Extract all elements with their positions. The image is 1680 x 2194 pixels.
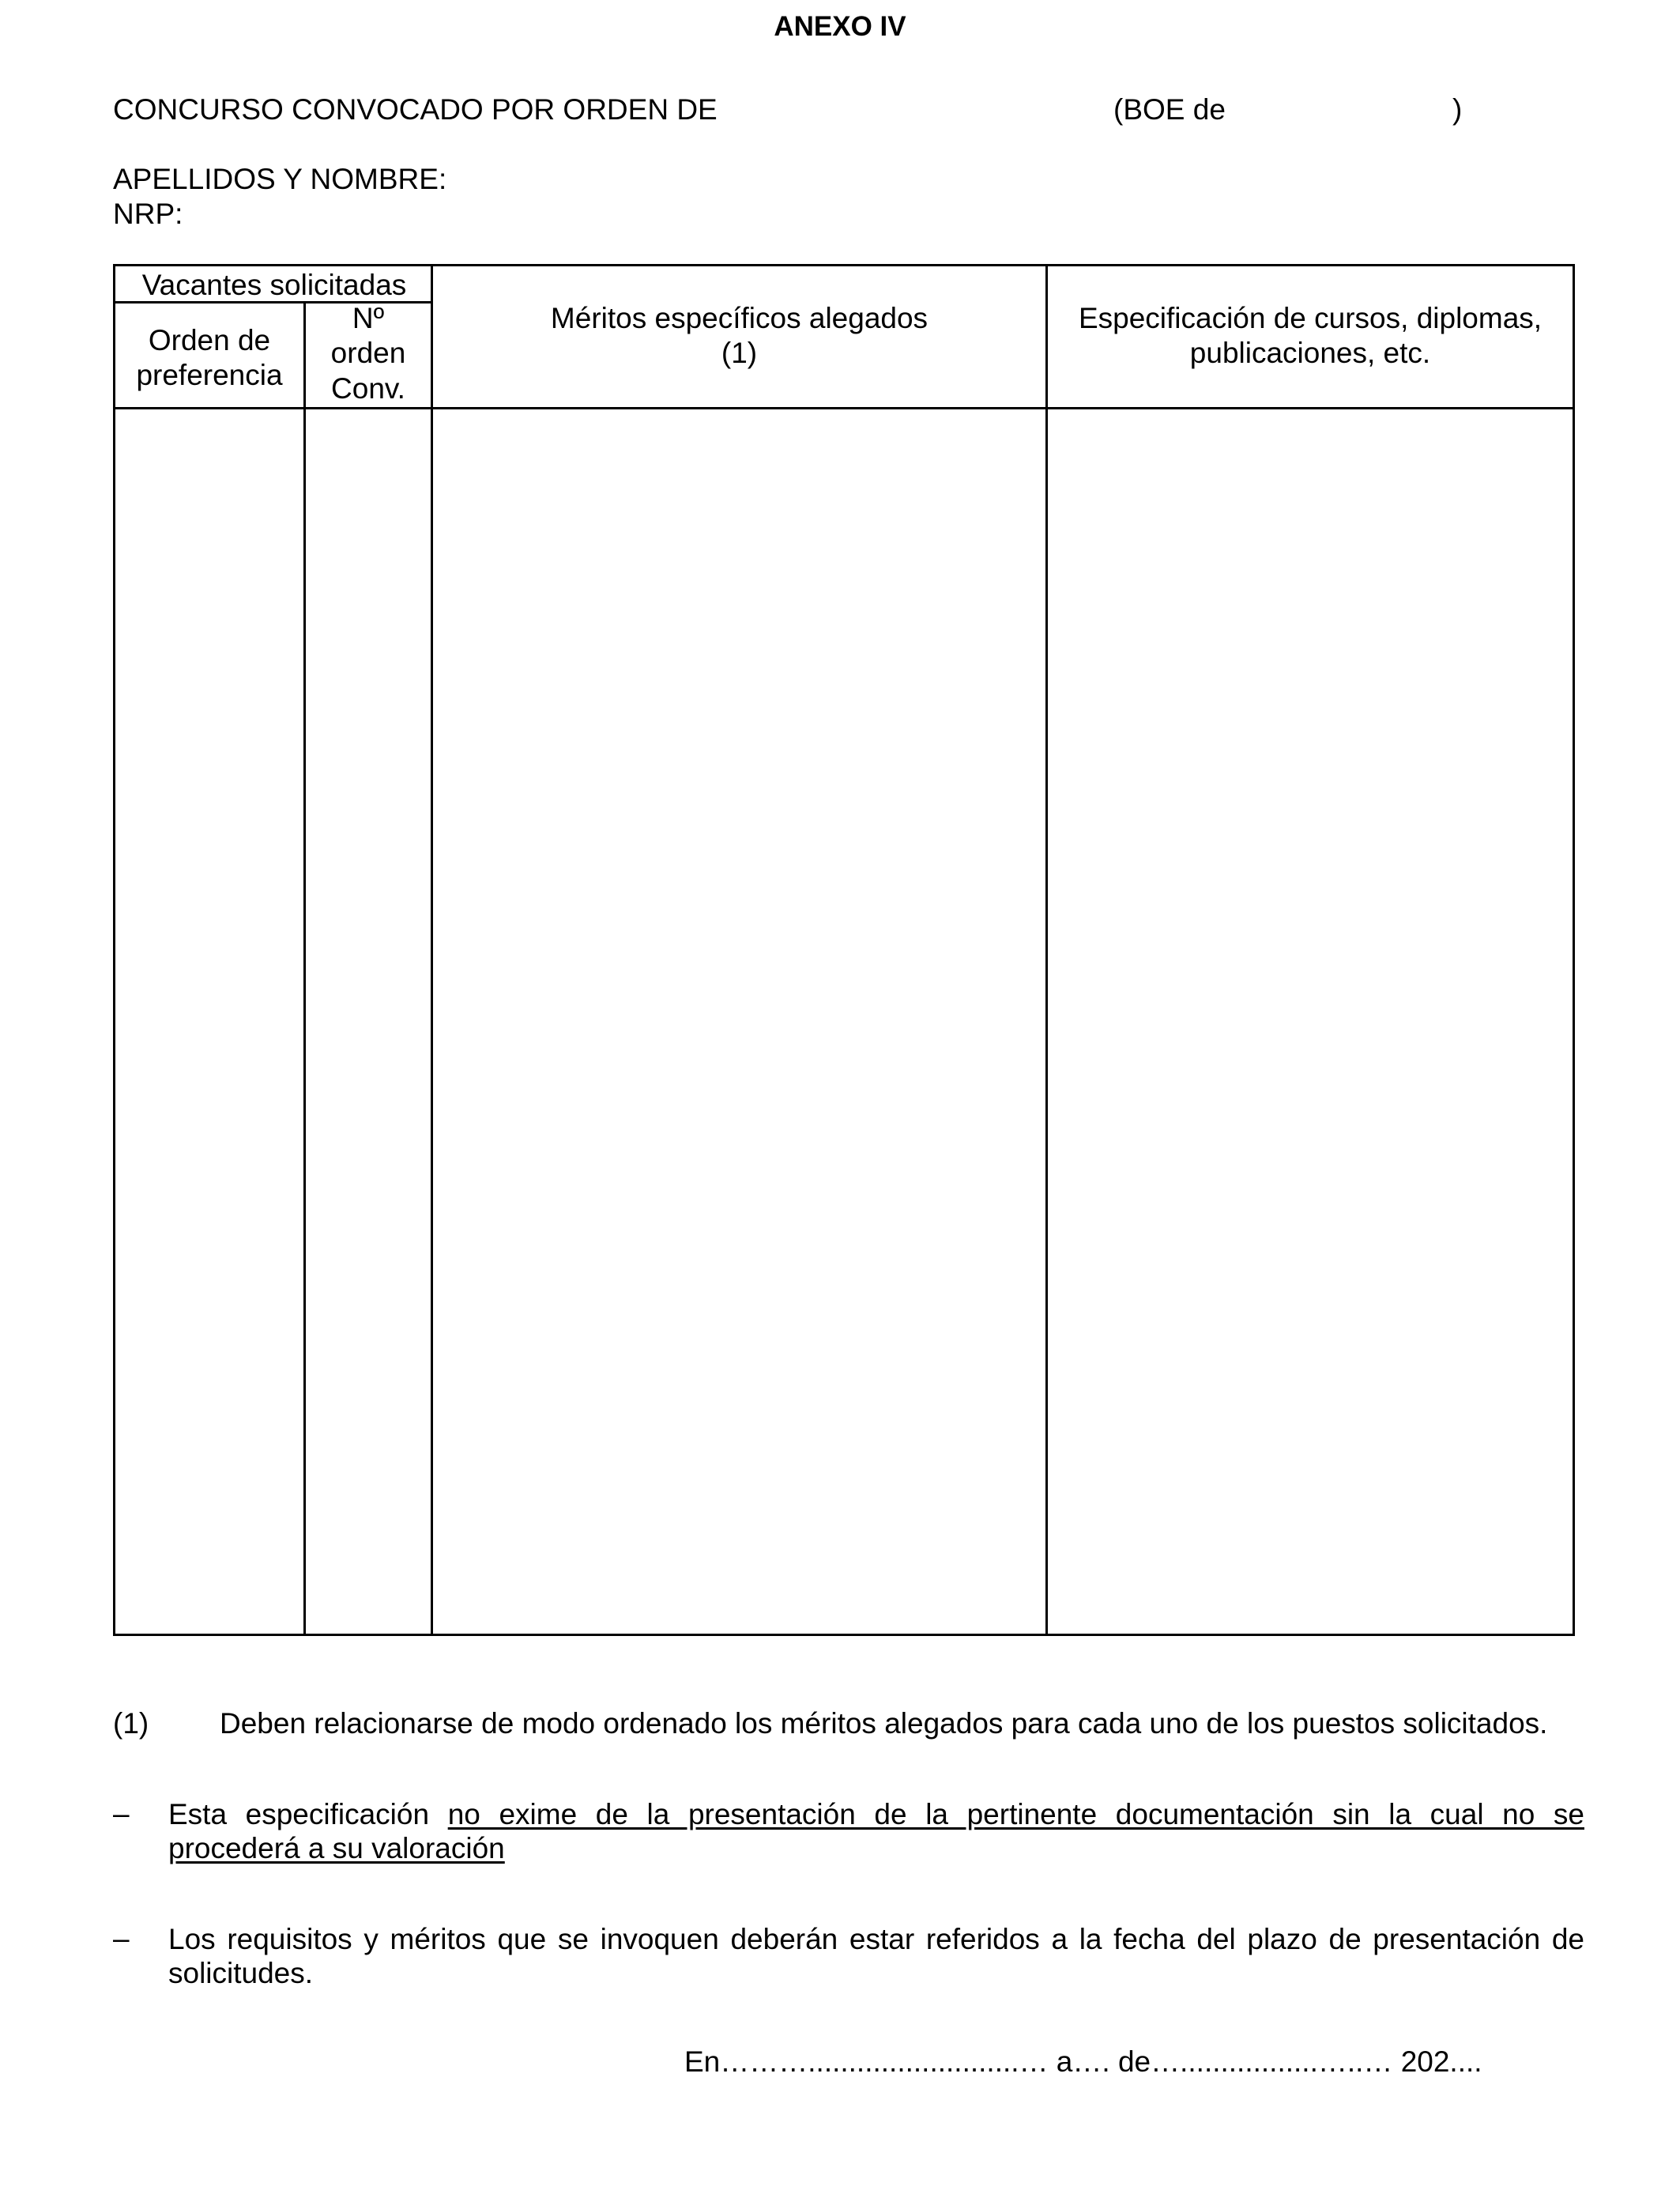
- note2-line1: Esta especificación no exime de la presentación de la pertinente documentación sin la cual no se: [168, 1798, 1584, 1830]
- note2-line2: procederá a su valoración: [168, 1832, 505, 1864]
- table-header-divider: [115, 407, 1573, 409]
- meritos-especificos-header: Méritos específicos alegados (1): [550, 302, 929, 370]
- concurso-label: CONCURSO CONVOCADO POR ORDEN DE: [113, 93, 718, 126]
- vacantes-solicitadas-header: Vacantes solicitadas: [141, 269, 407, 301]
- bullet-2: –: [113, 1922, 130, 1955]
- meritos-table: [113, 264, 1575, 1636]
- nrp-label: NRP:: [113, 198, 183, 230]
- column-divider-1: [303, 301, 306, 1634]
- boe-label: (BOE de: [1113, 93, 1226, 126]
- column-divider-2: [431, 266, 433, 1634]
- note1-marker: (1): [113, 1707, 149, 1740]
- note3-line2: solicitudes.: [168, 1957, 314, 1989]
- column-divider-3: [1045, 266, 1048, 1634]
- document-title: ANEXO IV: [774, 11, 906, 42]
- especificacion-cursos-header: Especificación de cursos, diplomas, publicaciones, etc.: [1078, 302, 1543, 370]
- numero-orden-header: Nº orden Conv.: [330, 302, 406, 405]
- boe-close-paren: ): [1452, 93, 1463, 126]
- note3-line1: Los requisitos y méritos que se invoquen deberán estar referidos a la fecha del plazo de presentación de: [168, 1923, 1584, 1955]
- note1-text: Deben relacionarse de modo ordenado los méritos alegados para cada uno de los puestos solicitados.: [220, 1707, 1548, 1740]
- apellidos-nombre-label: APELLIDOS Y NOMBRE:: [113, 163, 447, 195]
- bullet-1: –: [113, 1797, 130, 1830]
- date-place-line: En………..........................… a…. de….................…..… 202....: [684, 2045, 1482, 2078]
- orden-preferencia-header: Orden de preferencia: [136, 324, 283, 392]
